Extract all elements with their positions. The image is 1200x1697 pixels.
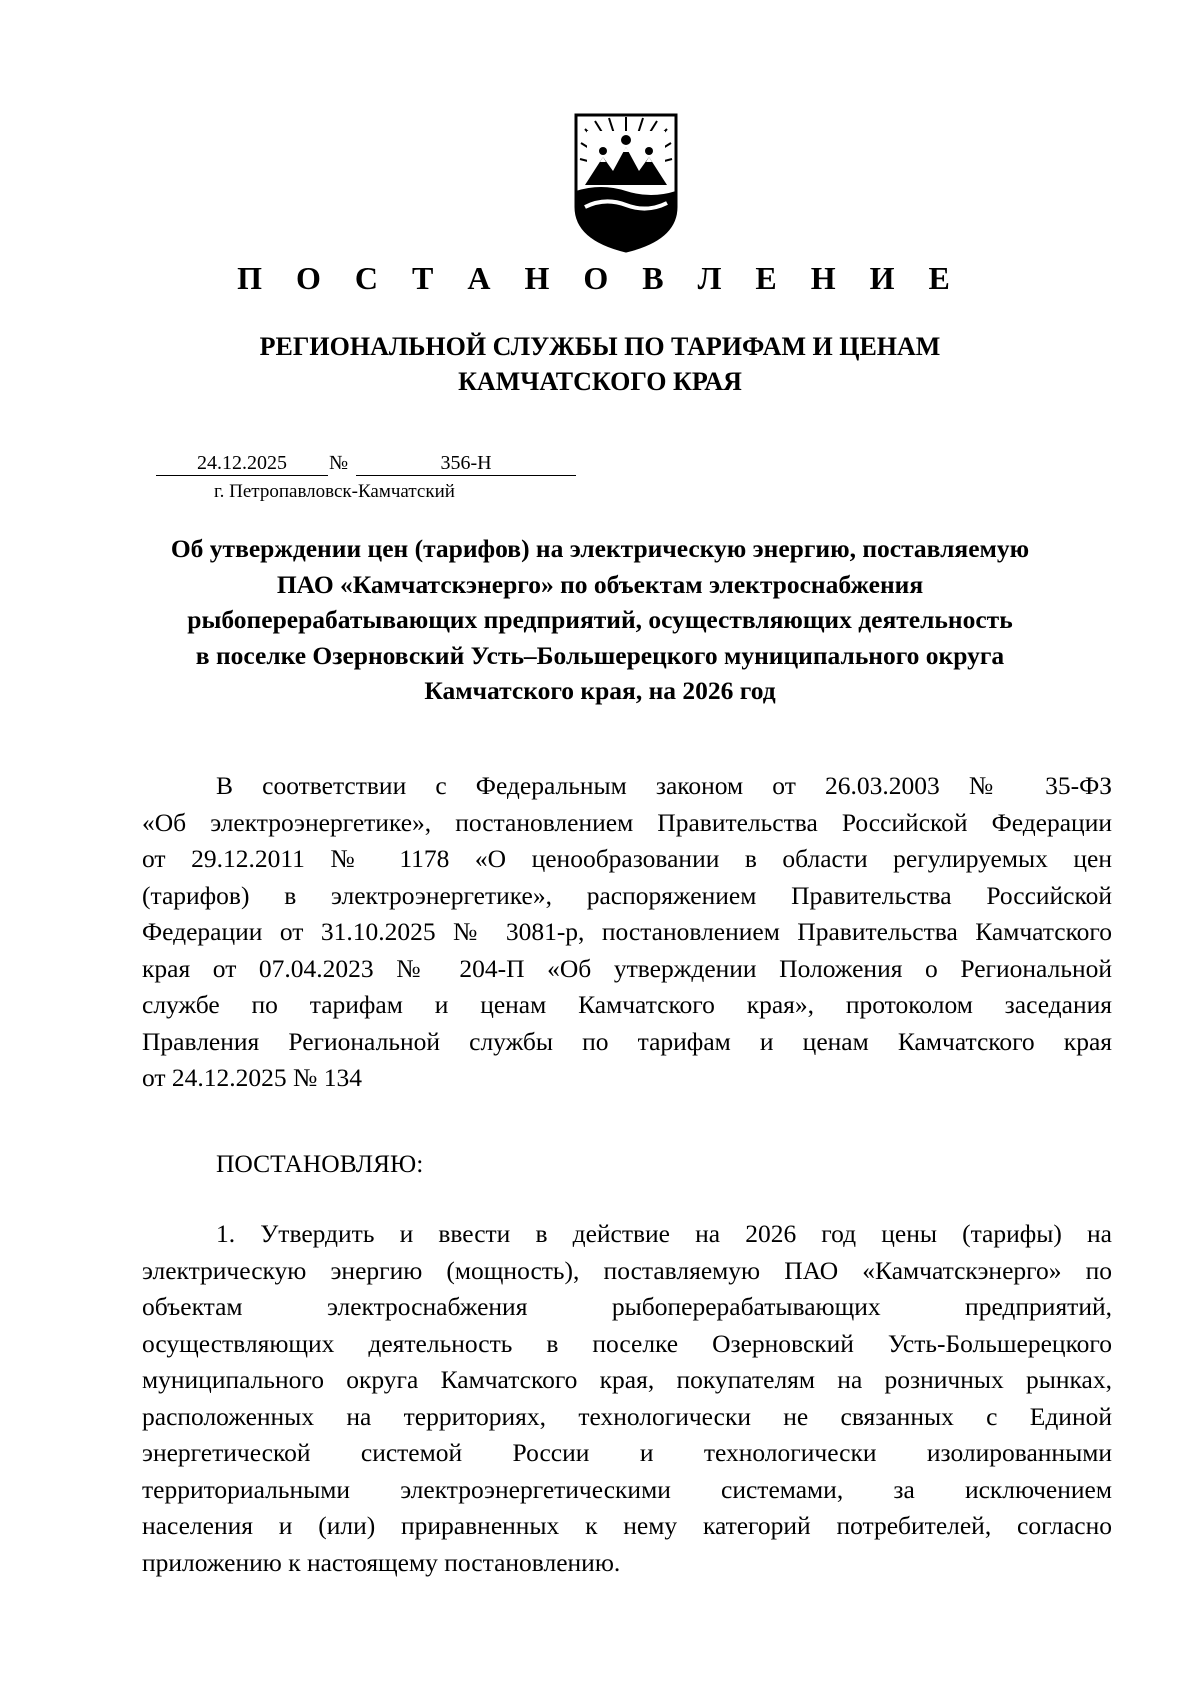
text-line: территориальными электроэнергетическими системами, за исключением [142,1474,1112,1504]
text-line: «Об электроэнергетике», постановлением Правительства Российской Федерации [142,807,1112,837]
preamble-paragraph [142,768,1112,1097]
text-line: объектам электроснабжения рыбоперерабатывающих предприятий, [142,1292,1112,1321]
document-type-title: П О С Т А Н О В Л Е Н И Е [237,260,963,296]
item-1-paragraph [142,1216,1112,1581]
subject-line: Камчатского края, на 2026 год [424,676,776,705]
issuer-line: РЕГИОНАЛЬНОЙ СЛУЖБЫ ПО ТАРИФАМ И ЦЕНАМ [259,332,941,361]
subject-line: рыбоперерабатывающих предприятий, осуществляющих деятельность [187,605,1013,634]
text-line: края от 07.04.2023 № 204-П «Об утверждении Положения о Региональной [142,953,1112,983]
text-line: Федерации от 31.10.2025 № 3081-р, постановлением Правительства Камчатского [142,917,1112,946]
decree-word: ПОСТАНОВЛЯЮ: [216,1149,424,1178]
issuer-line: КАМЧАТСКОГО КРАЯ [458,367,742,396]
text-line: 1. Утвердить и ввести в действие на 2026 год цены (тарифы) на [216,1219,1112,1248]
text-line: от 29.12.2011 № 1178 «О ценообразовании в области регулируемых цен [142,844,1112,873]
text-line: приложению к настоящему постановлению. [142,1547,621,1577]
text-line: (тарифов) в электроэнергетике», распоряжением Правительства Российской [142,880,1112,910]
document-subject [0,531,1200,709]
number-sign: № [329,452,349,474]
text-line: Правления Региональной службы по тарифам и ценам Камчатского края [142,1026,1112,1056]
coat-of-arms-emblem [573,111,679,253]
text-line: службе по тарифам и ценам Камчатского края», протоколом заседания [142,990,1112,1019]
text-line: энергетической системой России и технологически изолированными [142,1438,1112,1467]
text-line: населения и (или) приравненных к нему категорий потребителей, согласно [142,1511,1112,1540]
registration-number: 356-Н [356,451,576,476]
text-line: от 24.12.2025 № 134 [142,1063,363,1092]
city-name: г. Петропавловск-Камчатский [214,481,455,502]
subject-line: ПАО «Камчатскэнерго» по объектам электроснабжения [276,569,924,599]
text-line: электрическую энергию (мощность), поставляемую ПАО «Камчатскэнерго» по [142,1255,1112,1285]
registration-date: 24.12.2025 [156,451,328,476]
text-line: муниципального округа Камчатского края, покупателям на розничных рынках, [142,1365,1112,1394]
issuer-name [0,329,1200,399]
text-line: осуществляющих деятельность в поселке Озерновский Усть-Большерецкого [142,1328,1112,1358]
subject-line: в поселке Озерновский Усть–Большерецкого муниципального округа [195,640,1005,670]
text-line: расположенных на территориях, технологически не связанных с Единой [142,1401,1112,1431]
text-line: В соответствии с Федеральным законом от 26.03.2003 № 35-ФЗ [216,771,1112,800]
subject-line: Об утверждении цен (тарифов) на электрическую энергию, поставляемую [170,534,1030,563]
